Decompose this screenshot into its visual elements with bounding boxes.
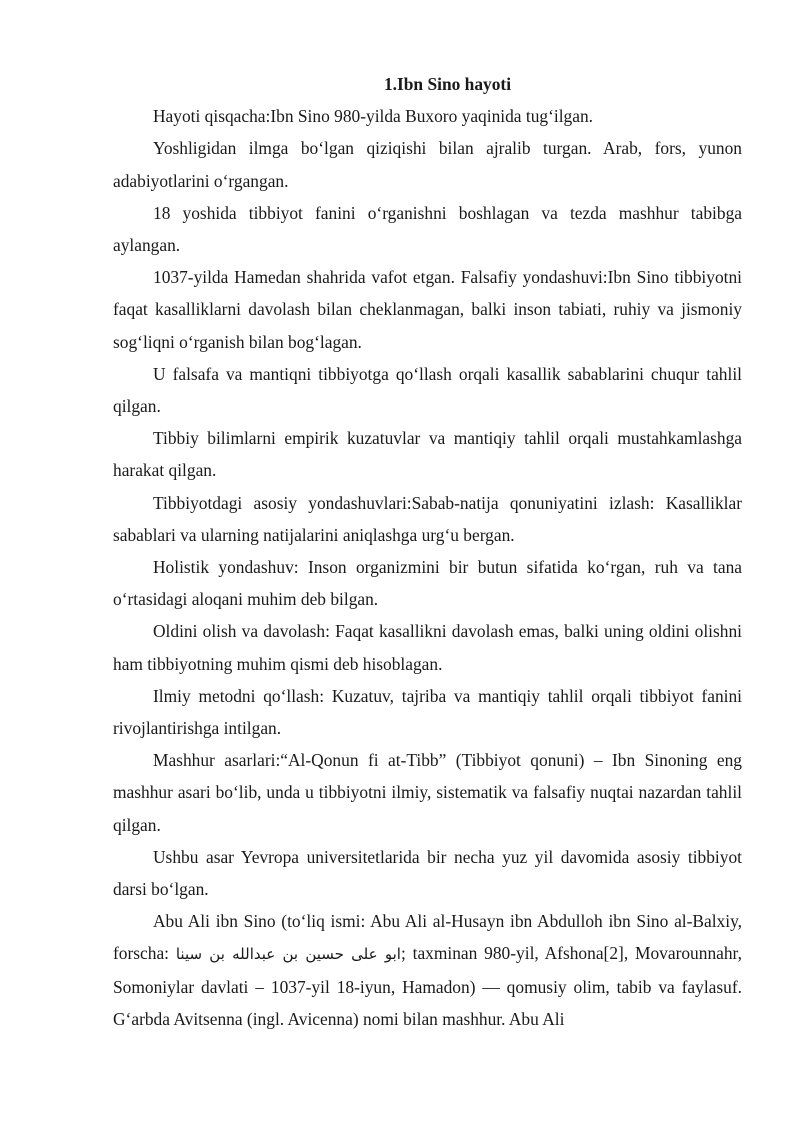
paragraph-biography (113, 905, 742, 1035)
paragraph: 1037-yilda Hamedan shahrida vafot etgan. Falsafiy yondashuvi:Ibn Sino tibbiyotni faqat kasalliklarni davolash bilan cheklanmagan, balki inson tabiati, ruhiy va jismoniy sog‘liqni o‘rganish bilan bog‘lagan. (113, 267, 742, 352)
paragraph: Hayoti qisqacha:Ibn Sino 980-yilda Buxoro yaqinida tug‘ilgan. (153, 106, 594, 127)
paragraph: Mashhur asarlari:“Al-Qonun fi at-Tibb” (Tibbiyot qonuni) – Ibn Sinoning eng mashhur asari bo‘lib, unda u tibbiyotni ilmiy, sistematik va falsafiy nuqtai nazardan tahlil qilgan. (113, 750, 742, 835)
biography-text-start: Abu Ali ibn Sino (to‘liq ismi: Abu Ali al-Husayn ibn Abdulloh ibn Sino al-Balxiy, forscha: (113, 911, 742, 964)
paragraph: U falsafa va mantiqni tibbiyotga qo‘llash orqali kasallik sabablarini chuqur tahlil qilgan. (113, 363, 742, 417)
paragraph: Ushbu asar Yevropa universitetlarida bir necha yuz yil davomida asosiy tibbiyot darsi bo‘lgan. (113, 846, 742, 900)
paragraph: Tibbiyotdagi asosiy yondashuvlari:Sabab-natija qonuniyatini izlash: Kasalliklar sabablari va ularning natijalarini aniqlashga urg‘u bergan. (113, 492, 742, 545)
document-title: 1.Ibn Sino hayoti (383, 74, 512, 94)
paragraph: Ilmiy metodni qo‘llash: Kuzatuv, tajriba va mantiqiy tahlil orqali tibbiyot fanini rivojlantirishga intilgan. (113, 685, 742, 739)
paragraph: Holistik yondashuv: Inson organizmini bir butun sifatida ko‘rgan, ruh va tana o‘rtasidagi aloqani muhim deb bilgan. (113, 557, 742, 610)
document-page (113, 68, 742, 1035)
paragraph: Tibbiy bilimlarni empirik kuzatuvlar va mantiqiy tahlil orqali mustahkamlashga harakat qilgan. (113, 428, 742, 481)
paragraph: 18 yoshida tibbiyot fanini o‘rganishni boshlagan va tezda mashhur tabibga aylangan. (113, 202, 742, 256)
paragraph: Oldini olish va davolash: Faqat kasallikni davolash emas, balki uning oldini olishni ham tibbiyotning muhim qismi deb hisoblagan. (113, 621, 742, 674)
paragraph: Yoshligidan ilmga bo‘lgan qiziqishi bilan ajralib turgan. Arab, fors, yunon adabiyotlarini o‘rgangan. (113, 138, 742, 191)
persian-name: ابو علی حسین بن عبدالله بن سینا (175, 945, 401, 964)
biography-text-end: ; taxminan 980-yil, Afshona[2], Movarounnahr, Somoniylar davlati – 1037-yil 18-iyun, Hamadon) — qomusiy olim, tabib va faylasuf. G‘arbda Avitsenna (ingl. Avicenna) nomi bilan mashhur. Abu Ali (113, 943, 742, 1029)
